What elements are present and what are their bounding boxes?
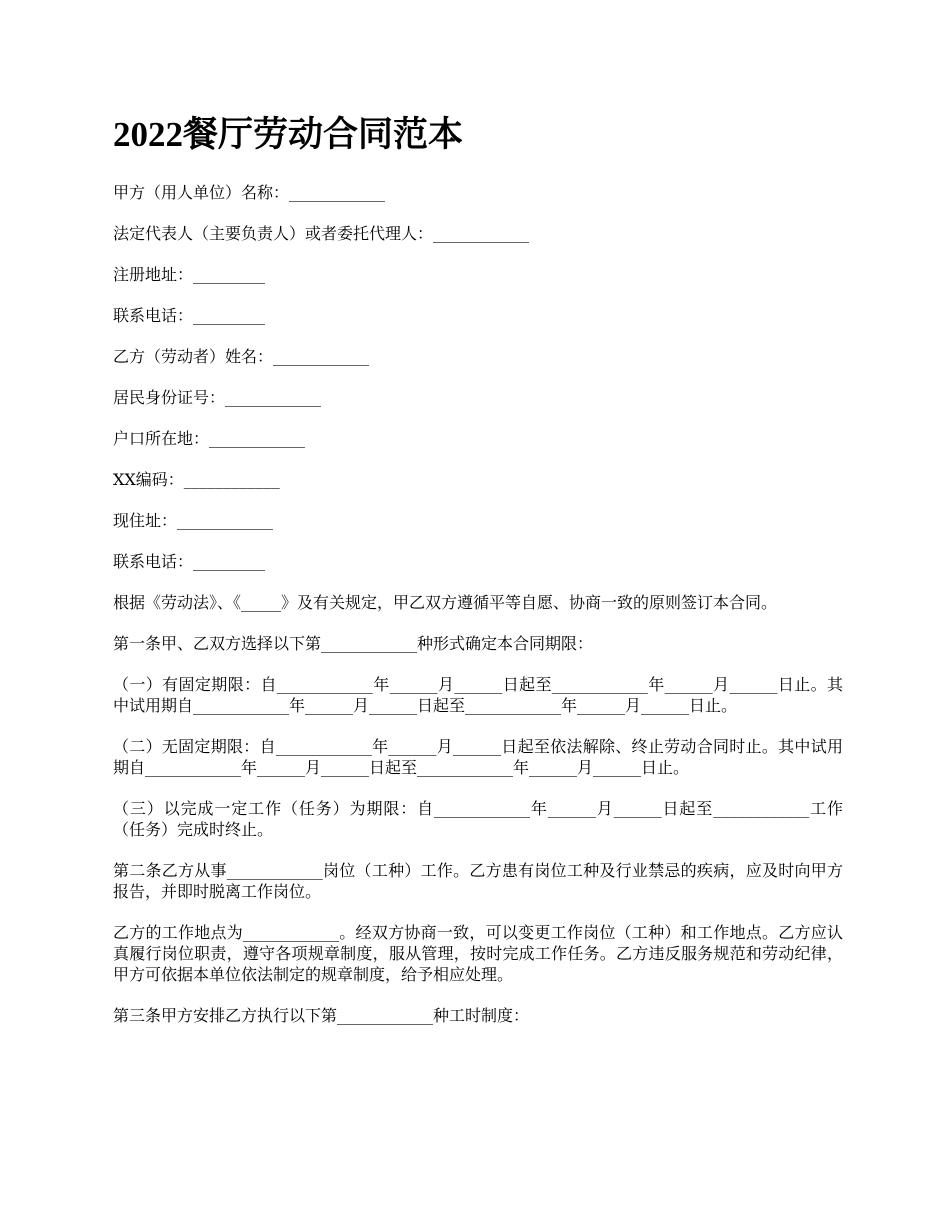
article-1-option-open-term: （二）无固定期限：自____________年______月______日起至依法解除、终止劳动合同时止。其中试用期自____________年______月______日起至____________年______月______日止。 <box>113 737 843 777</box>
current-address: 现住址：____________ <box>113 511 274 530</box>
party-a-phone: 联系电话：_________ <box>113 306 266 325</box>
party-b-name: 乙方（劳动者）姓名：____________ <box>113 347 370 366</box>
article-1: 第一条甲、乙双方选择以下第____________种形式确定本合同期限： <box>113 634 594 653</box>
party-a-name: 甲方（用人单位）名称：____________ <box>113 183 386 202</box>
document-title: 2022餐厅劳动合同范本 <box>113 115 464 154</box>
registered-address: 注册地址：_________ <box>113 265 266 284</box>
postal-code: XX编码：____________ <box>113 470 280 489</box>
party-b-phone: 联系电话：_________ <box>113 552 266 571</box>
article-3: 第三条甲方安排乙方执行以下第____________种工时制度： <box>113 1006 530 1025</box>
article-2: 第二条乙方从事____________岗位（工种）工作。乙方患有岗位工种及行业禁忌的疾病，应及时向甲方报告，并即时脱离工作岗位。 <box>113 861 843 901</box>
legal-representative: 法定代表人（主要负责人）或者委托代理人：____________ <box>113 224 530 243</box>
work-location-paragraph: 乙方的工作地点为____________。经双方协商一致，可以变更工作岗位（工种）和工作地点。乙方应认真履行岗位职责，遵守各项规章制度，服从管理，按时完成工作任务。乙方违反服务规范和劳动纪律，甲方可依据本单位依法制定的规章制度，给予相应处理。 <box>113 923 843 984</box>
household-registration: 户口所在地：____________ <box>113 429 306 448</box>
document-page <box>113 110 843 1046</box>
preamble-paragraph: 根据《劳动法》、《_____》及有关规定，甲乙双方遵循平等自愿、协商一致的原则签订本合同。 <box>113 593 778 612</box>
article-1-option-fixed-term: （一）有固定期限：自____________年______月______日起至____________年______月______日止。其中试用期自____________年______月______日起至____________年______月______日止。 <box>113 675 843 715</box>
article-1-option-task-term: （三）以完成一定工作（任务）为期限：自____________年______月______日起至____________工作（任务）完成时终止。 <box>113 799 843 839</box>
id-number: 居民身份证号：____________ <box>113 388 322 407</box>
